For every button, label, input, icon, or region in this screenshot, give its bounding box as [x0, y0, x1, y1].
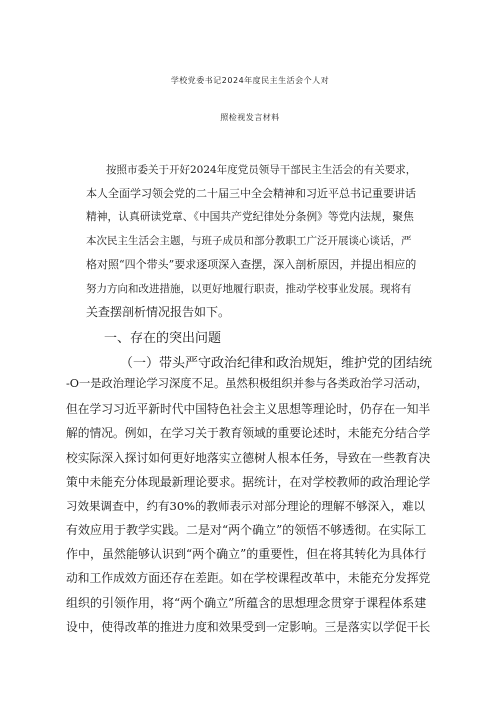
intro-line: 关查摆剖析情况报告如下。	[86, 305, 231, 319]
body-line: 动和工作成效方面还存在差距。如在学校课程改革中，未能充分发挥党	[66, 571, 431, 585]
body-line: 策中未能充分体现最新理论要求。据统计，在对学校教师的政治理论学	[66, 475, 431, 489]
body-line: 有效应用于教学实践。二是对“两个确立”的领悟不够透彻。在实际工	[66, 523, 427, 537]
body-line: 组织的引领作用，将“两个确立”所蕴含的思想理念贯穿于课程体系建	[66, 596, 427, 610]
body-line: 但在学习习近平新时代中国特色社会主义思想等理论时，仍存在一知半	[66, 402, 431, 416]
body-line: 作中，虽然能够认识到“两个确立”的重要性，但在将其转化为具体行	[66, 547, 427, 561]
document-title-line-1: 学校党委书记2024年度民主生活会个人对	[170, 76, 330, 85]
intro-line: 按照市委关于开好2024年度党员领导干部民主生活会的有关要求，	[106, 164, 417, 176]
intro-line: 本次民主生活会主题，与班子成员和部分教职工广泛开展谈心谈话，严	[86, 235, 412, 247]
body-line: 设中，使得改革的推进力度和效果受到一定影响。三是落实以学促干长	[66, 620, 431, 634]
body-line: 校实际深入探讨如何更好地落实立德树人根本任务，导致在一些教育决	[66, 451, 431, 465]
document-title-line-2: 照检视发言材料	[220, 113, 280, 122]
body-line: 习效果调查中，约有30%的教师表示对部分理论的理解不够深入，难以	[66, 499, 426, 513]
intro-line: 本人全面学习领会党的二十届三中全会精神和习近平总书记重要讲话	[86, 187, 416, 200]
body-line: 解的情况。例如，在学习关于教育领域的重要论述时，未能充分结合学	[66, 426, 431, 440]
subsection-heading: （一）带头严守政治纪律和政治规矩，维护党的团结统	[120, 356, 433, 371]
intro-line: 格对照“四个带头”要求逐项深入查摆，深入剖析原因，并提出相应的	[86, 258, 417, 271]
intro-line: 精神，认真研读党章、《中国共产党纪律处分条例》等党内法规，聚焦	[86, 210, 414, 223]
body-line: -O一是政治理论学习深度不足。虽然积极组织并参与各类政治学习活动，	[66, 377, 428, 390]
intro-line: 努力方向和改进措施，以更好地履行职责，推动学校事业发展。现将有	[86, 283, 412, 295]
section-heading: 一、存在的突出问题	[104, 331, 222, 346]
